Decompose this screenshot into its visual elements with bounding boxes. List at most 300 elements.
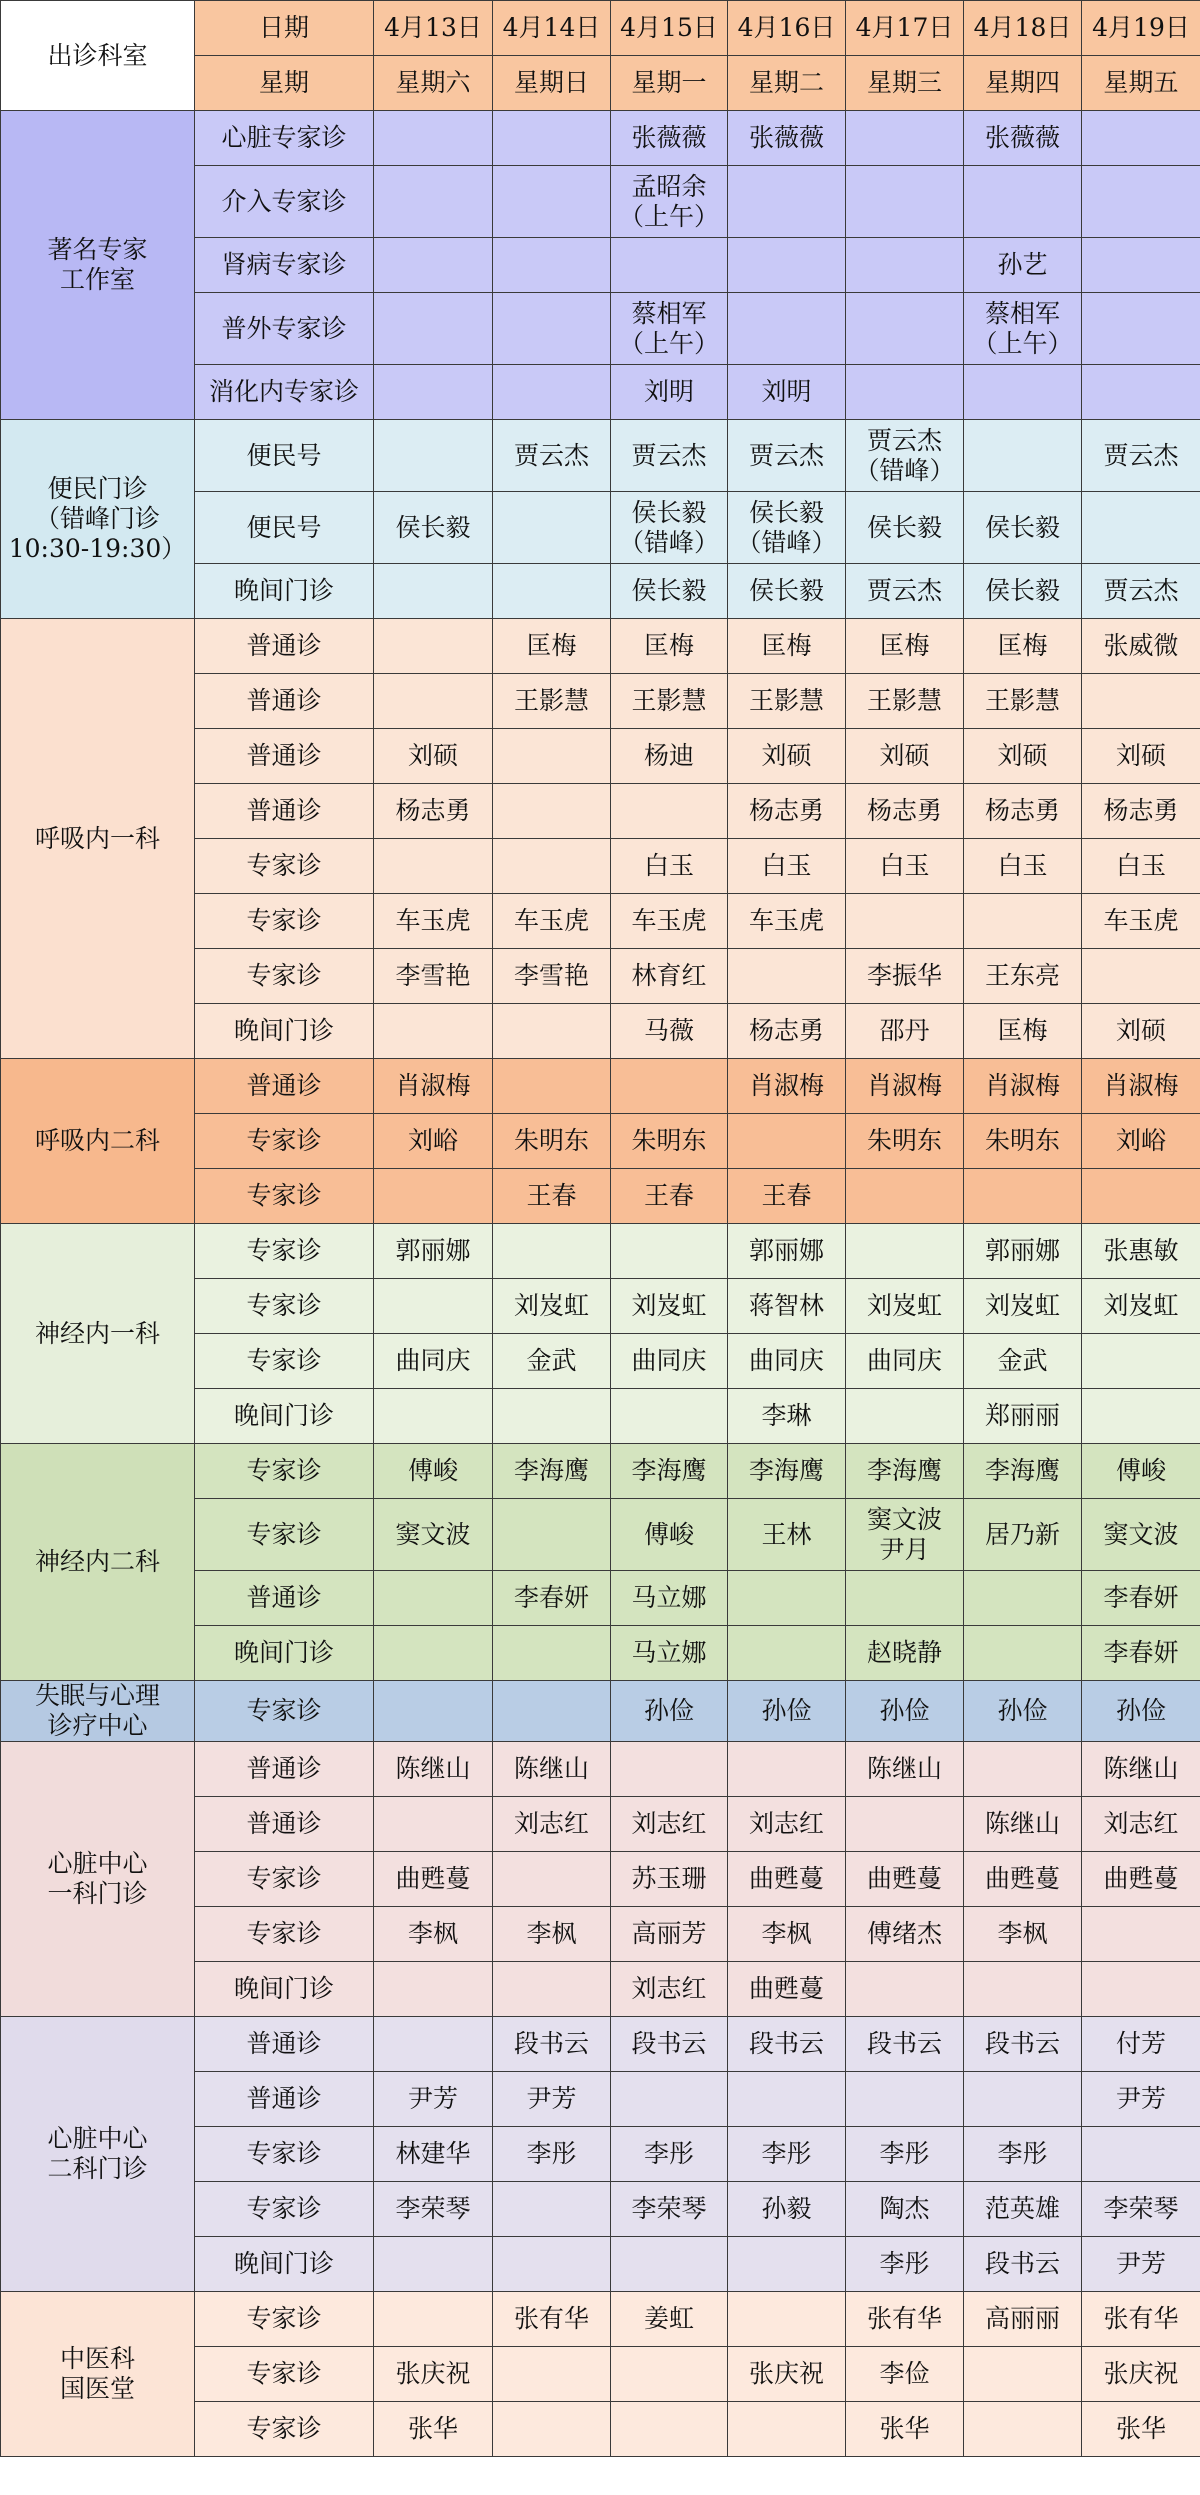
doctor-cell [964, 1169, 1082, 1224]
doctor-cell: 傅峻 [611, 1499, 728, 1571]
doctor-cell: 张薇薇 [964, 111, 1082, 166]
doctor-cell [493, 492, 611, 564]
doctor-cell: 杨志勇 [964, 784, 1082, 839]
clinic-type-cell: 专家诊 [195, 1444, 374, 1499]
doctor-cell: 李振华 [846, 949, 964, 1004]
schedule-row [1, 2292, 1200, 2347]
doctor-cell: 窦文波 [374, 1499, 493, 1571]
doctor-cell: 金武 [493, 1334, 611, 1389]
corner-cell: 出诊科室 [1, 1, 195, 111]
doctor-cell [846, 238, 964, 293]
doctor-cell [493, 238, 611, 293]
doctor-cell [846, 2072, 964, 2127]
clinic-type-cell: 专家诊 [195, 1907, 374, 1962]
doctor-cell: 姜虹 [611, 2292, 728, 2347]
doctor-cell [728, 1114, 846, 1169]
doctor-cell: 蔡相军 （上午） [611, 293, 728, 365]
doctor-cell [374, 166, 493, 238]
doctor-cell: 张庆祝 [728, 2347, 846, 2402]
doctor-cell: 刘岌虹 [611, 1279, 728, 1334]
date-header: 4月13日 [374, 1, 493, 56]
doctor-cell: 王春 [611, 1169, 728, 1224]
doctor-cell: 车玉虎 [611, 894, 728, 949]
clinic-type-cell: 普通诊 [195, 784, 374, 839]
doctor-cell: 侯长毅 （错峰） [611, 492, 728, 564]
doctor-cell: 杨志勇 [728, 784, 846, 839]
doctor-cell: 张惠敏 [1082, 1224, 1200, 1279]
doctor-cell [611, 2237, 728, 2292]
doctor-cell [493, 166, 611, 238]
doctor-cell: 李春妍 [493, 1571, 611, 1626]
doctor-cell [728, 293, 846, 365]
doctor-cell: 车玉虎 [728, 894, 846, 949]
doctor-cell: 肖淑梅 [728, 1059, 846, 1114]
clinic-type-cell: 心脏专家诊 [195, 111, 374, 166]
doctor-cell: 孙艺 [964, 238, 1082, 293]
doctor-cell [846, 293, 964, 365]
schedule-row [1, 1444, 1200, 1499]
department-cell: 便民门诊 （错峰门诊 10:30-19:30） [1, 420, 195, 619]
doctor-cell: 白玉 [1082, 839, 1200, 894]
doctor-cell: 孙俭 [611, 1681, 728, 1742]
department-cell: 呼吸内一科 [1, 619, 195, 1059]
doctor-cell: 高丽丽 [964, 2292, 1082, 2347]
doctor-cell [374, 1797, 493, 1852]
doctor-cell: 曲同庆 [846, 1334, 964, 1389]
department-cell: 中医科 国医堂 [1, 2292, 195, 2457]
doctor-cell: 张庆祝 [374, 2347, 493, 2402]
weekday-header: 星期五 [1082, 56, 1200, 111]
doctor-cell [374, 674, 493, 729]
doctor-cell: 肖淑梅 [1082, 1059, 1200, 1114]
doctor-cell: 张华 [374, 2402, 493, 2457]
clinic-type-cell: 消化内专家诊 [195, 365, 374, 420]
doctor-cell: 孙俭 [728, 1681, 846, 1742]
doctor-cell: 刘峪 [374, 1114, 493, 1169]
doctor-cell: 刘硕 [964, 729, 1082, 784]
doctor-cell: 邵丹 [846, 1004, 964, 1059]
doctor-cell: 杨志勇 [728, 1004, 846, 1059]
doctor-cell: 刘明 [728, 365, 846, 420]
clinic-type-cell: 专家诊 [195, 1334, 374, 1389]
doctor-cell [611, 2347, 728, 2402]
week-label: 星期 [195, 56, 374, 111]
doctor-cell [374, 365, 493, 420]
doctor-cell: 匡梅 [964, 619, 1082, 674]
doctor-cell: 刘硕 [728, 729, 846, 784]
doctor-cell [374, 1626, 493, 1681]
doctor-cell [964, 166, 1082, 238]
doctor-cell [493, 1499, 611, 1571]
doctor-cell [846, 1169, 964, 1224]
doctor-cell: 刘岌虹 [846, 1279, 964, 1334]
doctor-cell [728, 166, 846, 238]
doctor-cell [374, 564, 493, 619]
doctor-cell: 段书云 [611, 2017, 728, 2072]
doctor-cell: 车玉虎 [374, 894, 493, 949]
doctor-cell: 李彤 [846, 2127, 964, 2182]
clinic-type-cell: 专家诊 [195, 1279, 374, 1334]
weekday-header: 星期日 [493, 56, 611, 111]
doctor-cell: 李春妍 [1082, 1571, 1200, 1626]
doctor-cell: 尹芳 [374, 2072, 493, 2127]
doctor-cell: 李荣琴 [374, 2182, 493, 2237]
doctor-cell: 段书云 [964, 2017, 1082, 2072]
doctor-cell: 曲甦蔓 [374, 1852, 493, 1907]
doctor-cell [728, 2292, 846, 2347]
doctor-cell: 张华 [846, 2402, 964, 2457]
clinic-type-cell: 专家诊 [195, 1224, 374, 1279]
doctor-cell: 刘岌虹 [493, 1279, 611, 1334]
doctor-cell [964, 894, 1082, 949]
doctor-cell: 尹芳 [1082, 2237, 1200, 2292]
doctor-cell: 贾云杰 [1082, 564, 1200, 619]
doctor-cell: 刘硕 [1082, 729, 1200, 784]
weekday-header: 星期二 [728, 56, 846, 111]
clinic-type-cell: 专家诊 [195, 2182, 374, 2237]
doctor-cell: 王影慧 [846, 674, 964, 729]
doctor-cell: 李俭 [846, 2347, 964, 2402]
doctor-cell [1082, 111, 1200, 166]
doctor-cell: 曲同庆 [374, 1334, 493, 1389]
doctor-cell: 张威微 [1082, 619, 1200, 674]
doctor-cell: 王春 [728, 1169, 846, 1224]
doctor-cell [493, 784, 611, 839]
doctor-cell: 林育红 [611, 949, 728, 1004]
clinic-type-cell: 专家诊 [195, 2402, 374, 2457]
doctor-cell: 王春 [493, 1169, 611, 1224]
department-cell: 呼吸内二科 [1, 1059, 195, 1224]
doctor-cell [493, 1962, 611, 2017]
doctor-cell [964, 2402, 1082, 2457]
doctor-cell [493, 564, 611, 619]
clinic-type-cell: 普通诊 [195, 674, 374, 729]
doctor-cell: 李海鹰 [493, 1444, 611, 1499]
clinic-type-cell: 专家诊 [195, 1852, 374, 1907]
doctor-cell: 郭丽娜 [964, 1224, 1082, 1279]
doctor-cell: 林建华 [374, 2127, 493, 2182]
clinic-type-cell: 普通诊 [195, 2017, 374, 2072]
doctor-cell: 郭丽娜 [374, 1224, 493, 1279]
doctor-cell [374, 1279, 493, 1334]
clinic-type-cell: 普通诊 [195, 729, 374, 784]
doctor-cell: 李彤 [493, 2127, 611, 2182]
doctor-cell: 曲甦蔓 [728, 1962, 846, 2017]
doctor-cell: 杨志勇 [374, 784, 493, 839]
doctor-cell [728, 1571, 846, 1626]
doctor-cell: 陈继山 [1082, 1742, 1200, 1797]
doctor-cell: 张薇薇 [611, 111, 728, 166]
doctor-cell [728, 2237, 846, 2292]
doctor-cell: 王影慧 [964, 674, 1082, 729]
doctor-cell: 张有华 [1082, 2292, 1200, 2347]
doctor-cell [846, 894, 964, 949]
department-cell: 著名专家 工作室 [1, 111, 195, 420]
doctor-cell [728, 2402, 846, 2457]
clinic-type-cell: 晚间门诊 [195, 1004, 374, 1059]
doctor-cell: 白玉 [728, 839, 846, 894]
doctor-cell: 朱明东 [846, 1114, 964, 1169]
doctor-cell: 马立娜 [611, 1626, 728, 1681]
doctor-cell: 王影慧 [728, 674, 846, 729]
doctor-cell [374, 420, 493, 492]
clinic-type-cell: 专家诊 [195, 2292, 374, 2347]
doctor-cell: 匡梅 [611, 619, 728, 674]
doctor-cell [1082, 293, 1200, 365]
schedule-row [1, 619, 1200, 674]
doctor-cell: 傅绪杰 [846, 1907, 964, 1962]
doctor-cell: 张薇薇 [728, 111, 846, 166]
doctor-cell: 白玉 [964, 839, 1082, 894]
doctor-cell: 李彤 [964, 2127, 1082, 2182]
schedule-row [1, 1224, 1200, 1279]
doctor-cell: 李彤 [611, 2127, 728, 2182]
doctor-cell: 陈继山 [964, 1797, 1082, 1852]
doctor-cell: 高丽芳 [611, 1907, 728, 1962]
doctor-cell: 肖淑梅 [846, 1059, 964, 1114]
doctor-cell: 郑丽丽 [964, 1389, 1082, 1444]
clinic-type-cell: 专家诊 [195, 1169, 374, 1224]
doctor-cell: 肖淑梅 [964, 1059, 1082, 1114]
doctor-cell: 侯长毅 [374, 492, 493, 564]
doctor-cell: 贾云杰 [493, 420, 611, 492]
doctor-cell [846, 1797, 964, 1852]
doctor-cell [374, 619, 493, 674]
doctor-cell: 李海鹰 [964, 1444, 1082, 1499]
date-header: 4月16日 [728, 1, 846, 56]
doctor-cell: 张有华 [846, 2292, 964, 2347]
doctor-cell: 李春妍 [1082, 1626, 1200, 1681]
doctor-cell [493, 1224, 611, 1279]
doctor-cell [846, 111, 964, 166]
clinic-type-cell: 专家诊 [195, 1499, 374, 1571]
doctor-cell: 曲同庆 [728, 1334, 846, 1389]
doctor-cell [374, 2292, 493, 2347]
doctor-cell: 陈继山 [846, 1742, 964, 1797]
doctor-cell: 傅峻 [1082, 1444, 1200, 1499]
doctor-cell: 郭丽娜 [728, 1224, 846, 1279]
doctor-cell [374, 1389, 493, 1444]
doctor-cell [1082, 166, 1200, 238]
doctor-cell [964, 1626, 1082, 1681]
doctor-cell [493, 839, 611, 894]
doctor-cell: 杨志勇 [846, 784, 964, 839]
doctor-cell: 刘硕 [846, 729, 964, 784]
clinic-type-cell: 晚间门诊 [195, 2237, 374, 2292]
doctor-cell: 孟昭余 （上午） [611, 166, 728, 238]
doctor-cell: 贾云杰 [611, 420, 728, 492]
doctor-cell [493, 1389, 611, 1444]
doctor-cell: 侯长毅 （错峰） [728, 492, 846, 564]
doctor-cell [1082, 238, 1200, 293]
doctor-cell: 陈继山 [493, 1742, 611, 1797]
doctor-cell: 李雪艳 [493, 949, 611, 1004]
doctor-cell [493, 1004, 611, 1059]
weekday-header: 星期四 [964, 56, 1082, 111]
doctor-cell [493, 1059, 611, 1114]
doctor-cell: 刘岌虹 [1082, 1279, 1200, 1334]
doctor-cell: 付芳 [1082, 2017, 1200, 2072]
clinic-type-cell: 普通诊 [195, 1797, 374, 1852]
doctor-cell: 刘志红 [611, 1797, 728, 1852]
doctor-cell [374, 293, 493, 365]
doctor-cell [846, 1224, 964, 1279]
clinic-type-cell: 介入专家诊 [195, 166, 374, 238]
doctor-cell: 张庆祝 [1082, 2347, 1200, 2402]
clinic-type-cell: 普通诊 [195, 1571, 374, 1626]
doctor-cell: 朱明东 [964, 1114, 1082, 1169]
doctor-cell: 贾云杰 [1082, 420, 1200, 492]
doctor-cell: 杨迪 [611, 729, 728, 784]
clinic-type-cell: 晚间门诊 [195, 1626, 374, 1681]
doctor-cell [493, 293, 611, 365]
doctor-cell [611, 1059, 728, 1114]
doctor-cell: 段书云 [964, 2237, 1082, 2292]
doctor-cell [493, 365, 611, 420]
doctor-cell: 侯长毅 [964, 492, 1082, 564]
doctor-cell: 曲同庆 [611, 1334, 728, 1389]
doctor-cell: 段书云 [728, 2017, 846, 2072]
doctor-cell: 匡梅 [846, 619, 964, 674]
doctor-cell [611, 2402, 728, 2457]
doctor-cell: 侯长毅 [964, 564, 1082, 619]
clinic-type-cell: 专家诊 [195, 2347, 374, 2402]
doctor-cell [611, 1389, 728, 1444]
clinic-type-cell: 专家诊 [195, 839, 374, 894]
doctor-cell: 刘志红 [728, 1797, 846, 1852]
doctor-cell: 车玉虎 [1082, 894, 1200, 949]
doctor-cell [374, 111, 493, 166]
doctor-cell [493, 1626, 611, 1681]
doctor-cell [846, 1571, 964, 1626]
doctor-cell: 范英雄 [964, 2182, 1082, 2237]
clinic-type-cell: 专家诊 [195, 1681, 374, 1742]
clinic-type-cell: 便民号 [195, 492, 374, 564]
doctor-cell [611, 784, 728, 839]
doctor-cell: 王东亮 [964, 949, 1082, 1004]
date-header: 4月17日 [846, 1, 964, 56]
schedule-body [1, 1, 1200, 2457]
doctor-cell: 李海鹰 [846, 1444, 964, 1499]
doctor-cell: 李彤 [728, 2127, 846, 2182]
clinic-type-cell: 便民号 [195, 420, 374, 492]
doctor-cell: 蔡相军 （上午） [964, 293, 1082, 365]
doctor-cell: 匡梅 [493, 619, 611, 674]
doctor-cell [964, 1962, 1082, 2017]
doctor-cell: 曲甦蔓 [728, 1852, 846, 1907]
clinic-type-cell: 普通诊 [195, 619, 374, 674]
doctor-cell: 苏玉珊 [611, 1852, 728, 1907]
clinic-type-cell: 晚间门诊 [195, 1962, 374, 2017]
doctor-cell [374, 1004, 493, 1059]
doctor-cell [374, 2017, 493, 2072]
doctor-cell: 窦文波 尹月 [846, 1499, 964, 1571]
doctor-cell: 李荣琴 [1082, 2182, 1200, 2237]
doctor-cell: 赵晓静 [846, 1626, 964, 1681]
clinic-type-cell: 专家诊 [195, 949, 374, 1004]
doctor-cell [1082, 1962, 1200, 2017]
doctor-cell: 杨志勇 [1082, 784, 1200, 839]
doctor-cell: 李海鹰 [728, 1444, 846, 1499]
doctor-cell: 李荣琴 [611, 2182, 728, 2237]
doctor-cell [374, 1681, 493, 1742]
doctor-cell [374, 1169, 493, 1224]
doctor-cell [1082, 492, 1200, 564]
doctor-cell: 曲甦蔓 [846, 1852, 964, 1907]
clinic-type-cell: 专家诊 [195, 894, 374, 949]
doctor-cell: 王林 [728, 1499, 846, 1571]
doctor-cell [964, 1571, 1082, 1626]
doctor-cell: 白玉 [846, 839, 964, 894]
doctor-cell [493, 2347, 611, 2402]
doctor-cell: 曲甦蔓 [964, 1852, 1082, 1907]
doctor-cell: 刘硕 [374, 729, 493, 784]
department-cell: 神经内二科 [1, 1444, 195, 1681]
doctor-cell: 马立娜 [611, 1571, 728, 1626]
doctor-cell: 李枫 [374, 1907, 493, 1962]
doctor-cell: 贾云杰 （错峰） [846, 420, 964, 492]
date-header: 4月19日 [1082, 1, 1200, 56]
department-cell: 心脏中心 一科门诊 [1, 1742, 195, 2017]
doctor-cell [493, 111, 611, 166]
doctor-cell [846, 365, 964, 420]
doctor-cell [611, 2072, 728, 2127]
doctor-cell [964, 365, 1082, 420]
clinic-type-cell: 晚间门诊 [195, 1389, 374, 1444]
doctor-cell [1082, 1334, 1200, 1389]
doctor-cell [728, 2072, 846, 2127]
doctor-cell: 尹芳 [1082, 2072, 1200, 2127]
doctor-cell [846, 1389, 964, 1444]
doctor-cell: 李琳 [728, 1389, 846, 1444]
doctor-cell: 李彤 [846, 2237, 964, 2292]
doctor-cell: 李枫 [728, 1907, 846, 1962]
schedule-row [1, 1742, 1200, 1797]
doctor-cell: 朱明东 [611, 1114, 728, 1169]
doctor-cell: 段书云 [493, 2017, 611, 2072]
doctor-cell [1082, 949, 1200, 1004]
doctor-cell: 刘硕 [1082, 1004, 1200, 1059]
doctor-cell: 侯长毅 [611, 564, 728, 619]
doctor-cell [374, 1571, 493, 1626]
doctor-cell [846, 1962, 964, 2017]
doctor-cell: 朱明东 [493, 1114, 611, 1169]
doctor-cell: 匡梅 [728, 619, 846, 674]
date-header: 4月15日 [611, 1, 728, 56]
doctor-cell [374, 238, 493, 293]
clinic-type-cell: 普通诊 [195, 1742, 374, 1797]
doctor-cell [1082, 1907, 1200, 1962]
doctor-cell [1082, 2127, 1200, 2182]
doctor-cell [374, 1962, 493, 2017]
doctor-cell: 刘志红 [1082, 1797, 1200, 1852]
doctor-cell: 金武 [964, 1334, 1082, 1389]
doctor-cell [728, 238, 846, 293]
doctor-cell: 贾云杰 [846, 564, 964, 619]
doctor-cell: 白玉 [611, 839, 728, 894]
doctor-cell [611, 238, 728, 293]
weekday-header: 星期六 [374, 56, 493, 111]
clinic-type-cell: 普外专家诊 [195, 293, 374, 365]
doctor-cell: 蒋智林 [728, 1279, 846, 1334]
doctor-cell: 王影慧 [611, 674, 728, 729]
schedule-row [1, 1059, 1200, 1114]
date-label: 日期 [195, 1, 374, 56]
clinic-type-cell: 普通诊 [195, 2072, 374, 2127]
date-header: 4月18日 [964, 1, 1082, 56]
clinic-type-cell: 普通诊 [195, 1059, 374, 1114]
doctor-cell: 张有华 [493, 2292, 611, 2347]
